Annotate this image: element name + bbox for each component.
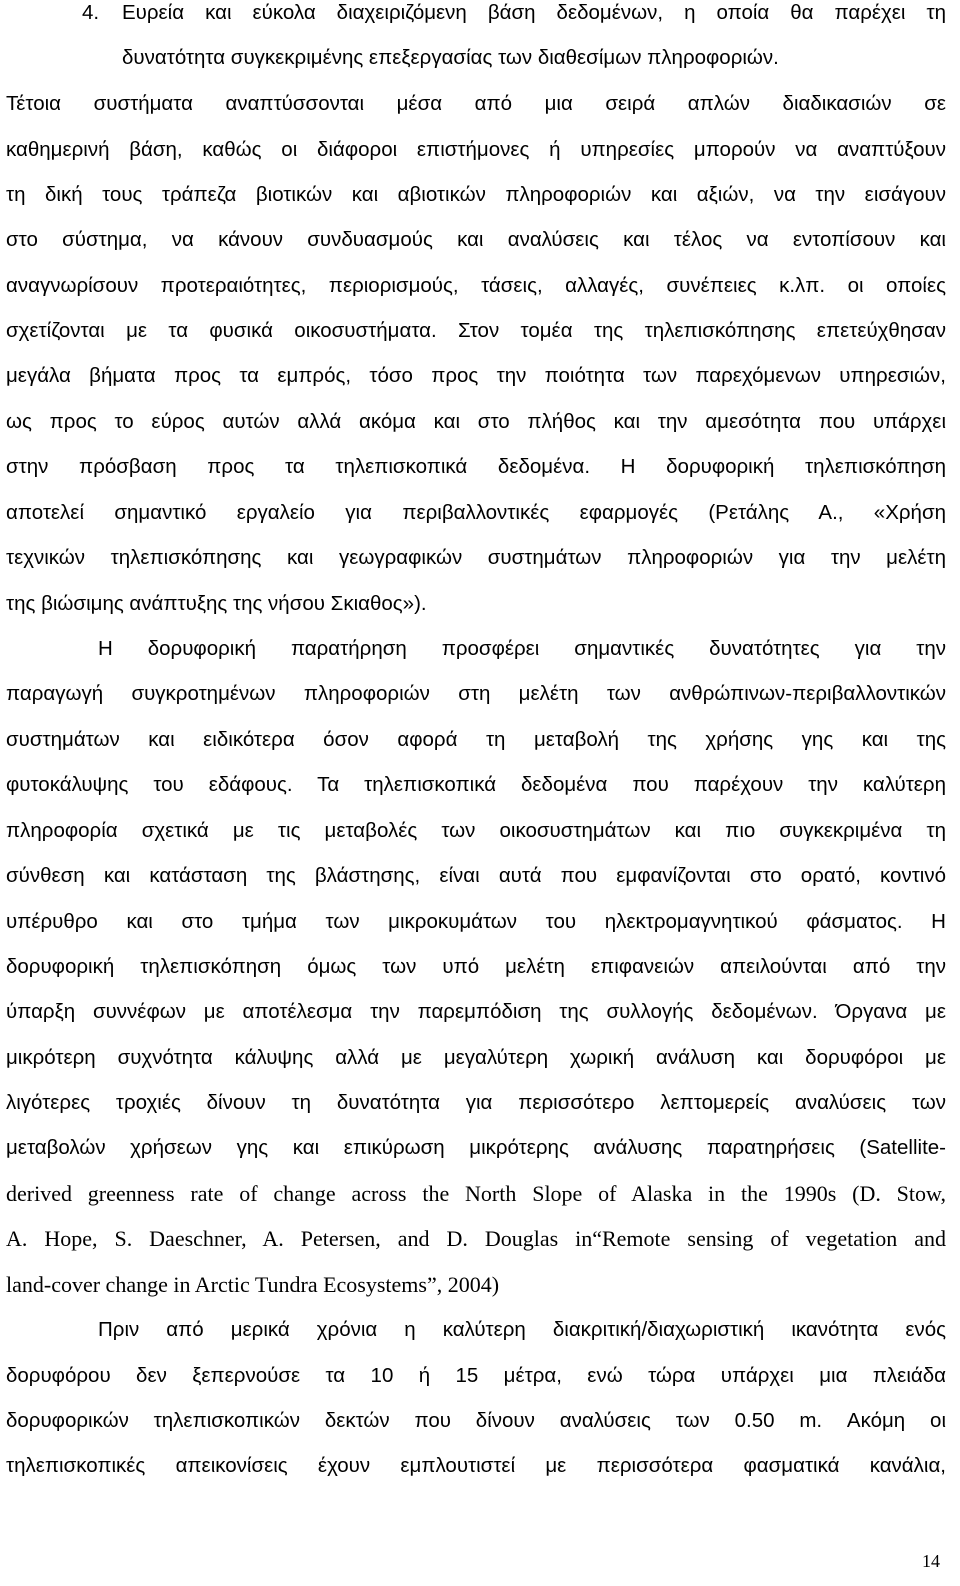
paragraph-line: της βιώσιμης ανάπτυξης της νήσου Σκιαθος»). bbox=[6, 592, 427, 615]
paragraph-line: δορυφορική τηλεπισκόπηση όμως των υπό μελέτη επιφανειών απειλούνται από την bbox=[6, 955, 946, 978]
paragraph-line: αναγνωρίσουν προτεραιότητες, περιορισμούς, τάσεις, αλλαγές, συνέπειες κ.λπ. οι οποίες bbox=[6, 274, 946, 297]
paragraph-line: δορυφόρου δεν ξεπερνούσε τα 10 ή 15 μέτρα, ενώ τώρα υπάρχει μια πλειάδα bbox=[6, 1364, 946, 1387]
paragraph-line: συστημάτων και ειδικότερα όσον αφορά τη μεταβολή της χρήσης γης και της bbox=[6, 728, 946, 751]
list-item-number: 4. bbox=[82, 1, 100, 24]
paragraph-line: μεταβολών χρήσεων γης και επικύρωση μικρότερης ανάλυσης παρατηρήσεις (Satellite- bbox=[6, 1136, 946, 1159]
paragraph-line: σχετίζονται με τα φυσικά οικοσυστήματα. Στον τομέα της τηλεπισκόπησης επετεύχθησαν bbox=[6, 319, 946, 342]
paragraph-line: Πριν από μερικά χρόνια η καλύτερη διακριτική/διαχωριστική ικανότητα ενός bbox=[98, 1318, 946, 1341]
paragraph-line: A. Hope, S. Daeschner, A. Petersen, and D. Douglas in“Remote sensing of vegetation and bbox=[6, 1226, 946, 1251]
paragraph-line: Τέτοια συστήματα αναπτύσσονται μέσα από μια σειρά απλών διαδικασιών σε bbox=[6, 92, 946, 115]
paragraph-line: ως προς το εύρος αυτών αλλά ακόμα και στο πλήθος και την αμεσότητα που υπάρχει bbox=[6, 410, 946, 433]
paragraph-line: land-cover change in Arctic Tundra Ecosystems”, 2004) bbox=[6, 1272, 500, 1297]
paragraph-line: φυτοκάλυψης του εδάφους. Τα τηλεπισκοπικά δεδομένα που παρέχουν την καλύτερη bbox=[6, 773, 946, 796]
paragraph-line: ύπαρξη συννέφων με αποτέλεσμα την παρεμπόδιση της συλλογής δεδομένων. Όργανα με bbox=[6, 1000, 946, 1023]
paragraph-line: μεγάλα βήματα προς τα εμπρός, τόσο προς την ποιότητα των παρεχόμενων υπηρεσιών, bbox=[6, 364, 946, 387]
paragraph-line: αποτελεί σημαντικό εργαλείο για περιβαλλοντικές εφαρμογές (Ρετάλης Α., «Χρήση bbox=[6, 501, 946, 524]
paragraph-line: λιγότερες τροχιές δίνουν τη δυνατότητα για περισσότερο λεπτομερείς αναλύσεις των bbox=[6, 1091, 946, 1114]
list-item-text: Ευρεία και εύκολα διαχειριζόμενη βάση δεδομένων, η οποία θα παρέχει τη bbox=[122, 1, 946, 24]
paragraph-line: τεχνικών τηλεπισκόπησης και γεωγραφικών συστημάτων πληροφοριών για την μελέτη bbox=[6, 546, 946, 569]
paragraph-line: τηλεπισκοπικές απεικονίσεις έχουν εμπλουτιστεί με περισσότερα φασματικά κανάλια, bbox=[6, 1454, 946, 1477]
paragraph-line: στην πρόσβαση προς τα τηλεπισκοπικά δεδομένα. Η δορυφορική τηλεπισκόπηση bbox=[6, 455, 946, 478]
paragraph-line: μικρότερη συχνότητα κάλυψης αλλά με μεγαλύτερη χωρική ανάλυση και δορυφόροι με bbox=[6, 1046, 946, 1069]
list-item bbox=[0, 0, 960, 31]
list-item-text: δυνατότητα συγκεκριμένης επεξεργασίας των διαθεσίμων πληροφοριών. bbox=[122, 46, 779, 69]
paragraph-line: παραγωγή συγκροτημένων πληροφοριών στη μελέτη των ανθρώπινων-περιβαλλοντικών bbox=[6, 682, 946, 705]
paragraph-line: υπέρυθρο και στο τμήμα των μικροκυμάτων του ηλεκτρομαγνητικού φάσματος. Η bbox=[6, 910, 946, 933]
paragraph-line: derived greenness rate of change across the North Slope of Alaska in the 1990s (D. Stow, bbox=[6, 1181, 946, 1206]
list-item-continuation bbox=[0, 40, 960, 76]
paragraph-line: στο σύστημα, να κάνουν συνδυασμούς και αναλύσεις και τέλος να εντοπίσουν και bbox=[6, 228, 946, 251]
paragraph-line: Η δορυφορική παρατήρηση προσφέρει σημαντικές δυνατότητες για την bbox=[98, 637, 946, 660]
paragraph-line: τη δική τους τράπεζα βιοτικών και αβιοτικών πληροφοριών και αξιών, να την εισάγουν bbox=[6, 183, 946, 206]
paragraph-line: σύνθεση και κατάσταση της βλάστησης, είναι αυτά που εμφανίζονται στο ορατό, κοντινό bbox=[6, 864, 946, 887]
paragraph-line: πληροφορία σχετικά με τις μεταβολές των οικοσυστημάτων και πιο συγκεκριμένα τη bbox=[6, 819, 946, 842]
paragraph-line: δορυφορικών τηλεπισκοπικών δεκτών που δίνουν αναλύσεις των 0.50 m. Ακόμη οι bbox=[6, 1409, 946, 1432]
page-number: 14 bbox=[922, 1551, 940, 1571]
paragraph-line: καθημερινή βάση, καθώς οι διάφοροι επιστήμονες ή υπηρεσίες μπορούν να αναπτύξουν bbox=[6, 138, 946, 161]
